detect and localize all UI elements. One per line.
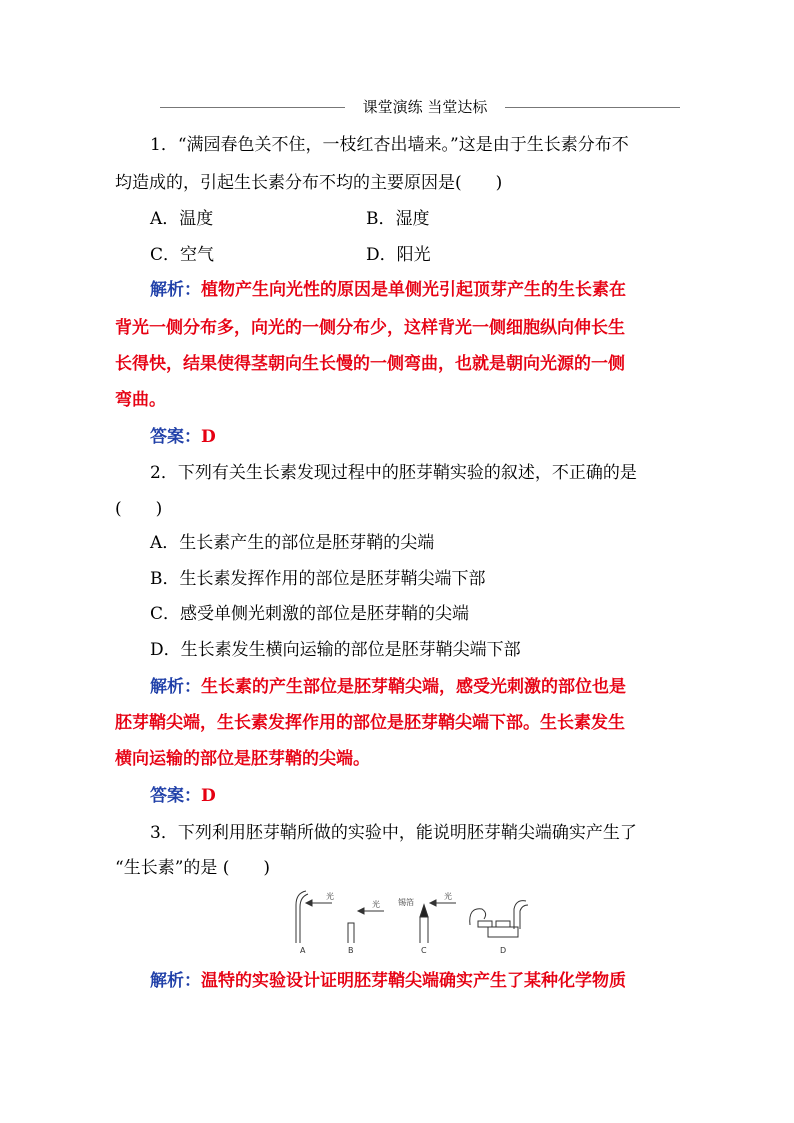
q2-answer-label: 答案： xyxy=(150,786,201,806)
header-rule-left xyxy=(160,107,345,108)
q1-analysis-line3: 长得快，结果使得茎朝向生长慢的一侧弯曲，也就是朝向光源的一侧 xyxy=(115,354,625,374)
q2-analysis-line2: 胚芽鞘尖端，生长素发挥作用的部位是胚芽鞘尖端下部。生长素发生 xyxy=(115,713,625,733)
q2-option-a: A．生长素产生的部位是胚芽鞘的尖端 xyxy=(150,533,435,553)
q1-option-c: C．空气 xyxy=(150,245,215,265)
q1-answer-value: D xyxy=(201,427,216,447)
figure-label-c: C xyxy=(421,946,427,955)
q1-analysis-line2: 背光一侧分布多，向光的一侧分布少，这样背光一侧细胞纵向伸长生 xyxy=(115,318,625,338)
q3-stem-line1: 3．下列利用胚芽鞘所做的实验中，能说明胚芽鞘尖端确实产生了 xyxy=(150,823,637,843)
figure-a-light-label: 光 xyxy=(326,892,334,901)
q2-analysis-label: 解析： xyxy=(150,677,201,697)
q1-answer xyxy=(150,422,720,447)
q2-option-d: D．生长素发生横向运输的部位是胚芽鞘尖端下部 xyxy=(150,640,521,660)
figure-label-d: D xyxy=(500,946,507,955)
q2-option-b: B．生长素发挥作用的部位是胚芽鞘尖端下部 xyxy=(150,569,486,589)
q1-analysis-line4: 弯曲。 xyxy=(115,390,166,410)
q1-answer-label: 答案： xyxy=(150,427,201,447)
figure-c-light-arrow xyxy=(430,900,456,906)
figure-label-b: B xyxy=(348,946,354,955)
figure-d-agar-block-setup xyxy=(470,901,528,937)
q1-option-b: B．湿度 xyxy=(366,209,430,229)
figure-b-light-label: 光 xyxy=(372,900,380,909)
figure-c-foil-capped-coleoptile xyxy=(420,905,428,943)
q1-analysis-label: 解析： xyxy=(150,280,201,300)
section-title: 课堂演练 当堂达标 xyxy=(362,98,488,116)
q2-option-c: C．感受单侧光刺激的部位是胚芽鞘的尖端 xyxy=(150,604,470,624)
section-header xyxy=(160,96,680,120)
q1-stem-line2: 均造成的，引起生长素分布不均的主要原因是( ) xyxy=(115,173,503,193)
q2-analysis-line1 xyxy=(150,672,720,697)
header-rule-right xyxy=(505,107,680,108)
q3-analysis-text1: 温特的实验设计证明胚芽鞘尖端确实产生了某种化学物质 xyxy=(201,971,626,991)
q2-answer xyxy=(150,781,720,806)
q2-analysis-line3: 横向运输的部位是胚芽鞘的尖端。 xyxy=(115,749,370,769)
q1-options-row2 xyxy=(150,240,720,265)
q3-analysis-label: 解析： xyxy=(150,971,201,991)
q2-analysis-text1: 生长素的产生部位是胚芽鞘尖端，感受光刺激的部位也是 xyxy=(201,677,626,697)
q1-analysis-text1: 植物产生向光性的原因是单侧光引起顶芽产生的生长素在 xyxy=(201,280,626,300)
figure-c-foil-label: 锡箔 xyxy=(398,898,414,907)
figure-c-light-label: 光 xyxy=(444,892,452,901)
q3-analysis-line1 xyxy=(150,966,720,991)
q2-stem-line1: 2．下列有关生长素发现过程中的胚芽鞘实验的叙述，不正确的是 xyxy=(150,463,637,483)
coleoptile-experiment-figure xyxy=(290,885,530,955)
figure-b-decapitated-coleoptile xyxy=(348,923,354,943)
q2-answer-value: D xyxy=(201,786,216,806)
coleoptile-figure-svg xyxy=(290,885,530,955)
q1-option-a: A．温度 xyxy=(150,209,214,229)
q1-analysis-line1 xyxy=(150,275,720,300)
q1-stem-line1: 1．“满园春色关不住，一枝红杏出墙来。”这是由于生长素分布不 xyxy=(150,135,629,155)
figure-a-curved-coleoptile xyxy=(296,891,308,943)
q3-stem-line2: “生长素”的是 ( ) xyxy=(115,858,271,878)
q1-options-row1 xyxy=(150,204,720,229)
figure-label-a: A xyxy=(300,946,306,955)
q1-option-d: D．阳光 xyxy=(366,245,431,265)
q2-stem-line2: ( ) xyxy=(115,499,163,519)
figure-b-light-arrow xyxy=(358,908,384,914)
